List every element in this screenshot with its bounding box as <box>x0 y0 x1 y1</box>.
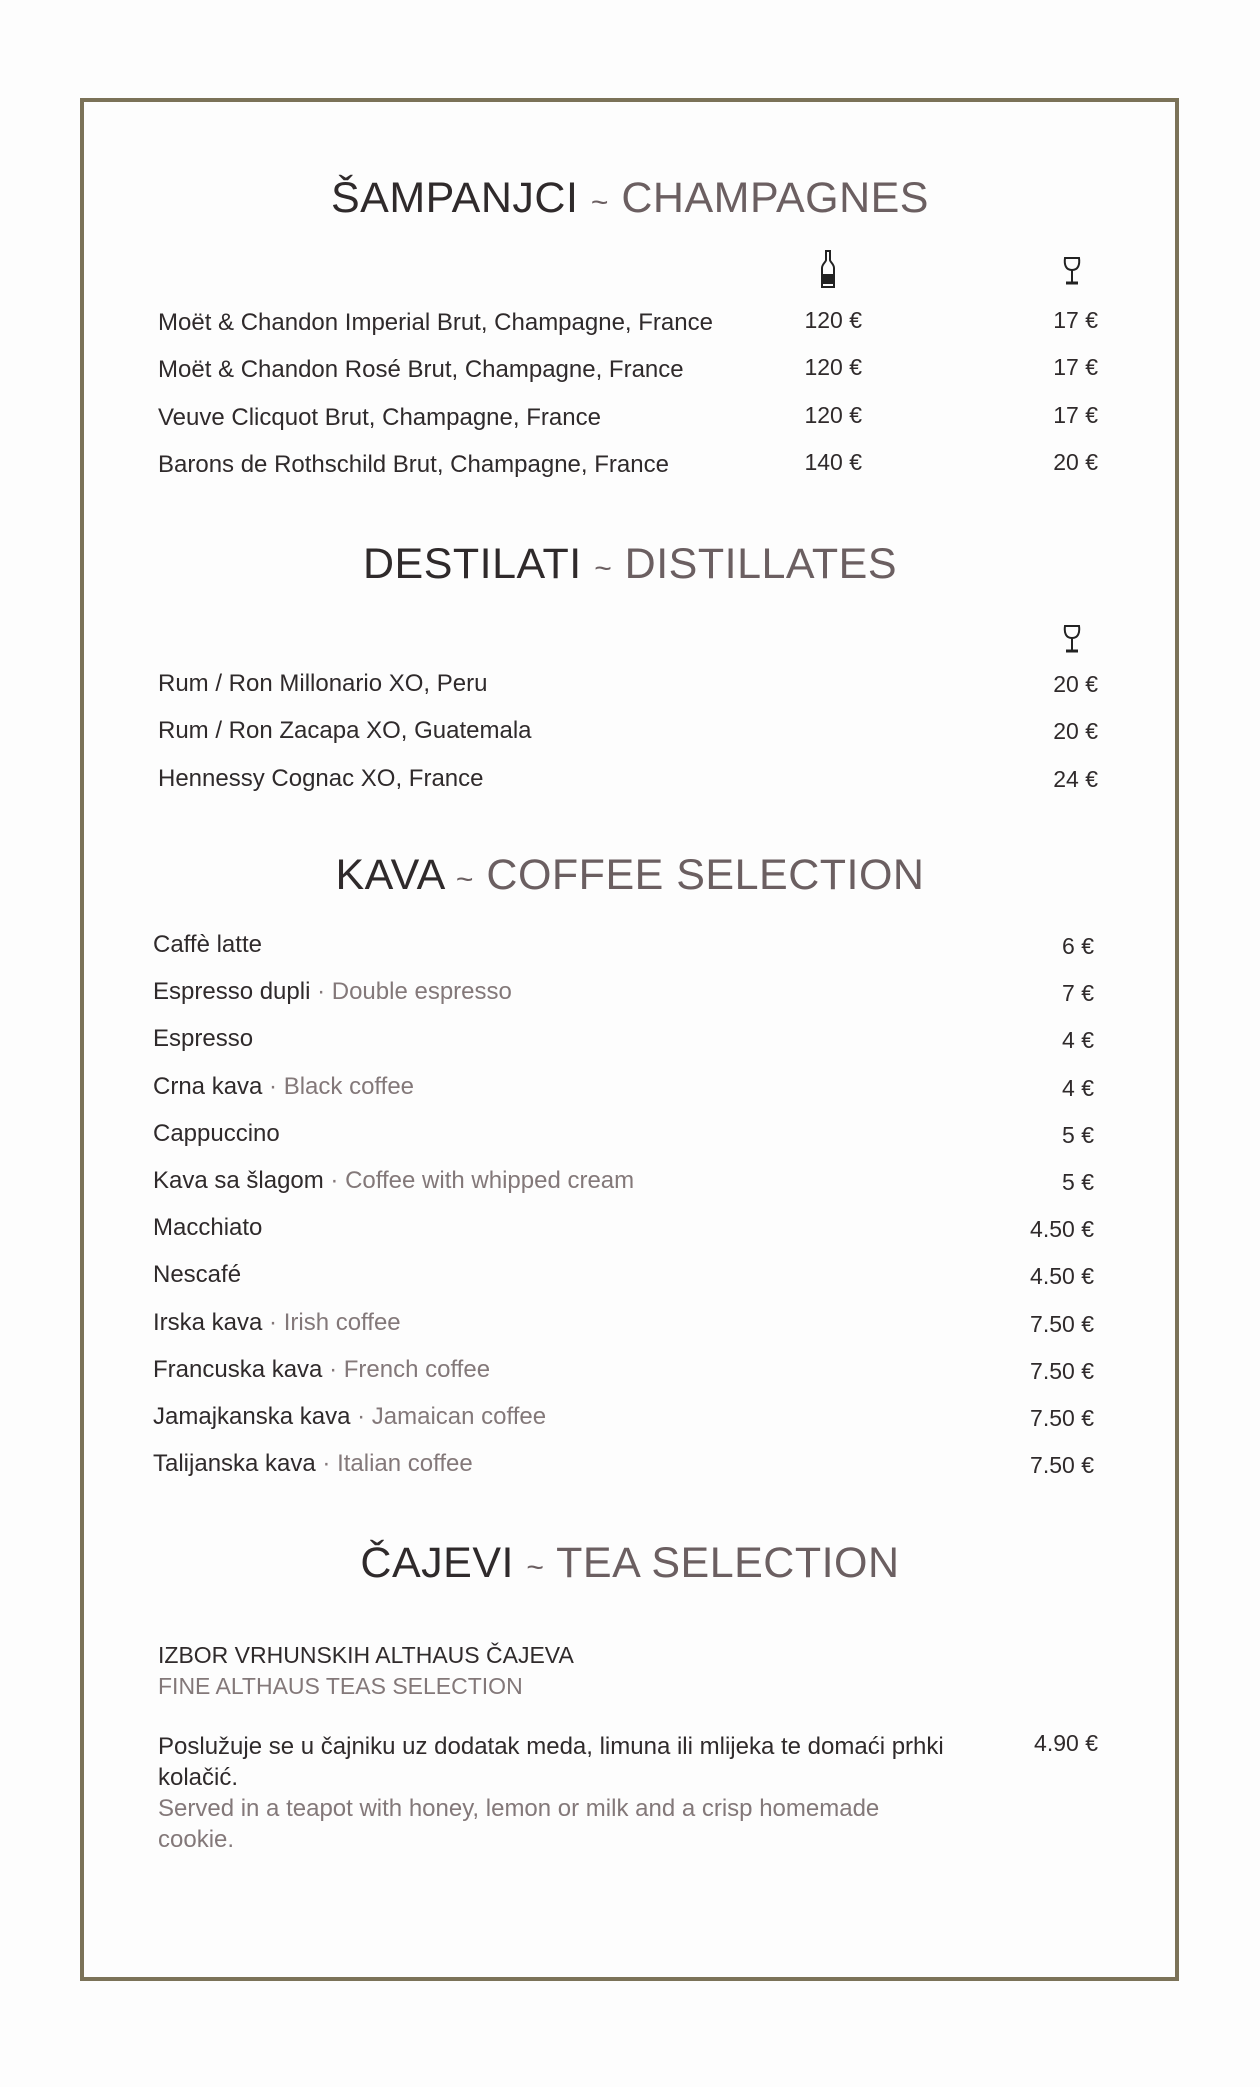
coffee-item <box>153 1449 473 1479</box>
coffee-item <box>153 1024 253 1054</box>
champagnes-heading <box>0 173 1260 228</box>
tea-subtitle-en: FINE ALTHAUS TEAS SELECTION <box>158 1673 523 1699</box>
coffee-name-en: · Black coffee <box>262 1072 415 1100</box>
distillate-name: Hennessy Cognac XO, France <box>158 764 484 792</box>
champagne-name: Veuve Clicquot Brut, Champagne, France <box>158 403 601 431</box>
tea-subtitle-hr: IZBOR VRHUNSKIH ALTHAUS ČAJEVA <box>158 1642 574 1668</box>
glass-price: 24 € <box>1053 765 1098 792</box>
heading-sep: ~ <box>526 1551 545 1584</box>
glass-price: 20 € <box>1053 718 1098 745</box>
glass-price: 17 € <box>1053 307 1098 333</box>
heading-en: COFFEE SELECTION <box>486 851 925 899</box>
coffee-item <box>153 977 512 1007</box>
coffee-item <box>153 1402 546 1432</box>
coffee-name-hr: Irska kava <box>153 1308 263 1336</box>
coffee-item <box>153 1119 280 1149</box>
champagne-name: Moët & Chandon Imperial Brut, Champagne, France <box>158 309 713 336</box>
champagne-name: Moët & Chandon Rosé Brut, Champagne, France <box>158 356 684 384</box>
tea-description-hr: Poslužuje se u čajniku uz dodatak meda, limuna ili mlijeka te domaći prhki kolačić. <box>158 1733 944 1791</box>
bottle-price: 120 € <box>804 307 862 333</box>
coffee-item <box>153 1355 490 1385</box>
coffee-name-en: · Jamaican coffee <box>350 1403 547 1430</box>
coffee-price: 7.50 € <box>1030 1310 1094 1337</box>
heading-hr: DESTILATI <box>362 540 582 588</box>
coffee-name-hr: Caffè latte <box>153 931 262 958</box>
coffee-price: 4.50 € <box>1030 1263 1094 1290</box>
bottle-price: 120 € <box>804 354 862 381</box>
bottle-icon <box>820 250 836 288</box>
coffee-name-hr: Crna kava <box>153 1072 263 1100</box>
coffee-name-hr: Kava sa šlagom <box>153 1167 324 1194</box>
coffee-price: 7.50 € <box>1030 1405 1094 1431</box>
coffee-price: 7.50 € <box>1030 1452 1094 1479</box>
coffee-name-en: · Irish coffee <box>262 1308 401 1336</box>
heading-en: DISTILLATES <box>624 540 898 588</box>
distillates-heading <box>0 539 1260 594</box>
distillate-name: Rum / Ron Zacapa XO, Guatemala <box>158 717 532 745</box>
tea-price: 4.90 € <box>1034 1730 1098 1756</box>
tea-description <box>158 1731 958 1855</box>
coffee-name-hr: Macchiato <box>153 1214 263 1242</box>
tea-heading <box>0 1538 1260 1593</box>
distillate-name: Rum / Ron Millonario XO, Peru <box>158 670 488 697</box>
champagne-name: Barons de Rothschild Brut, Champagne, France <box>158 450 669 478</box>
coffee-price: 7.50 € <box>1030 1357 1094 1384</box>
heading-en: TEA SELECTION <box>556 1539 900 1587</box>
wine-glass-icon <box>1062 624 1082 654</box>
heading-sep: ~ <box>594 552 613 585</box>
glass-price: 17 € <box>1053 401 1098 428</box>
coffee-price: 4.50 € <box>1030 1216 1094 1243</box>
coffee-heading <box>0 850 1260 905</box>
coffee-name-hr: Jamajkanska kava <box>153 1403 351 1430</box>
coffee-name-hr: Nescafé <box>153 1261 242 1289</box>
bottle-price: 140 € <box>804 448 862 475</box>
coffee-name-en: · French coffee <box>322 1355 491 1383</box>
coffee-name-hr: Cappuccino <box>153 1119 280 1147</box>
heading-hr: KAVA <box>335 851 444 899</box>
coffee-item <box>153 1072 414 1102</box>
coffee-item <box>153 930 262 960</box>
coffee-name-hr: Espresso <box>153 1025 254 1053</box>
bottle-price: 120 € <box>804 401 862 428</box>
coffee-price: 6 € <box>1062 933 1094 959</box>
heading-sep: ~ <box>455 863 474 896</box>
glass-price: 17 € <box>1053 354 1098 381</box>
tea-description-en: Served in a teapot with honey, lemon or milk and a crisp homemade cookie. <box>158 1795 880 1853</box>
glass-price: 20 € <box>1053 671 1098 697</box>
coffee-price: 4 € <box>1062 1027 1094 1054</box>
coffee-price: 5 € <box>1062 1121 1094 1148</box>
coffee-item <box>153 1213 262 1243</box>
coffee-price: 7 € <box>1062 980 1094 1007</box>
coffee-name-hr: Talijanska kava <box>153 1450 316 1478</box>
coffee-name-en: · Coffee with whipped cream <box>323 1167 635 1194</box>
coffee-price: 5 € <box>1062 1169 1094 1195</box>
coffee-item <box>153 1166 634 1196</box>
coffee-name-hr: Francuska kava <box>153 1355 323 1383</box>
wine-glass-icon <box>1062 256 1082 286</box>
heading-sep: ~ <box>590 186 609 219</box>
heading-hr: ČAJEVI <box>360 1539 514 1587</box>
coffee-item <box>153 1308 401 1338</box>
coffee-name-en: · Italian coffee <box>315 1450 473 1478</box>
coffee-price: 4 € <box>1062 1074 1094 1101</box>
coffee-item <box>153 1260 241 1290</box>
coffee-name-en: · Double espresso <box>310 978 512 1006</box>
glass-price: 20 € <box>1053 448 1098 475</box>
heading-en: CHAMPAGNES <box>621 174 929 222</box>
heading-hr: ŠAMPANJCI <box>331 174 579 222</box>
coffee-name-hr: Espresso dupli <box>153 978 311 1006</box>
